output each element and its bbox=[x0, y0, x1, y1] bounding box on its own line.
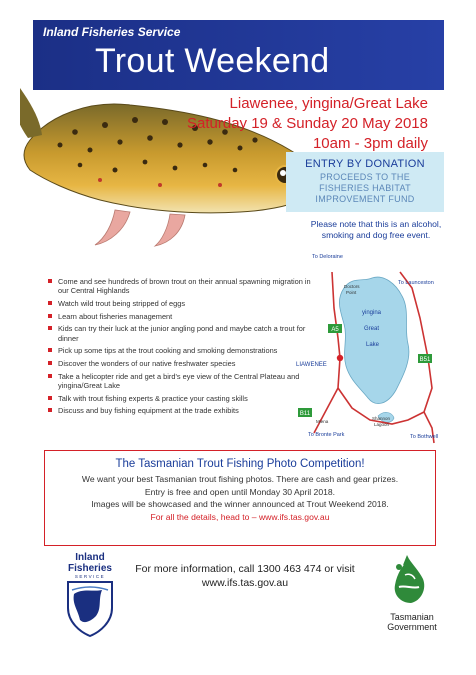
donation-box bbox=[286, 152, 444, 212]
map-label: yingina bbox=[362, 310, 382, 316]
list-item bbox=[48, 394, 318, 403]
list-item-text: Talk with trout fishing experts & practice your casting skills bbox=[58, 393, 248, 403]
map-label: Point bbox=[346, 290, 357, 295]
list-item-text: Come and see hundreds of brown trout on their annual spawning migration in our Central Highlands bbox=[58, 277, 311, 296]
website-link[interactable]: www.ifs.tas.gov.au bbox=[201, 577, 289, 589]
competition-line: Entry is free and open until Monday 30 April 2018. bbox=[144, 486, 336, 497]
donation-text bbox=[286, 172, 444, 205]
photo-competition-box bbox=[44, 450, 436, 546]
bullet-icon bbox=[48, 348, 52, 352]
list-item bbox=[48, 312, 318, 321]
map-label: LIAWENEE bbox=[296, 362, 327, 368]
page-title: Trout Weekend bbox=[95, 42, 330, 80]
list-item bbox=[48, 406, 318, 415]
list-item bbox=[48, 372, 318, 390]
inland-fisheries-logo bbox=[50, 550, 130, 640]
competition-title: The Tasmanian Trout Fishing Photo Competition! bbox=[115, 458, 365, 470]
event-details bbox=[187, 94, 428, 154]
bullet-icon bbox=[48, 326, 52, 330]
contact-line: For more information, call 1300 463 474 or visit bbox=[135, 563, 355, 575]
map-label: Shannon bbox=[372, 416, 391, 421]
list-item-text: Discover the wonders of our native freshwater species bbox=[58, 358, 236, 368]
bullet-icon bbox=[48, 279, 52, 283]
competition-link[interactable]: For all the details, head to – www.ifs.tas.gov.au bbox=[150, 511, 330, 522]
great-lake-shape bbox=[339, 277, 409, 403]
road-west bbox=[314, 272, 340, 433]
list-item-text: Watch wild trout being stripped of eggs bbox=[58, 298, 186, 308]
donation-line: FISHERIES HABITAT bbox=[319, 183, 411, 193]
list-item bbox=[48, 346, 318, 355]
gov-line: Tasmanian bbox=[390, 612, 434, 622]
event-notice bbox=[296, 219, 456, 241]
government-name bbox=[372, 612, 452, 632]
logo-text: Fisheries bbox=[68, 563, 112, 574]
list-item-text: Pick up some tips at the trout cooking and smoking demonstrations bbox=[58, 346, 278, 356]
list-item-text: Kids can try their luck at the junior angling pond and maybe catch a trout for dinner bbox=[58, 324, 306, 343]
list-item bbox=[48, 299, 318, 308]
location-map bbox=[292, 248, 448, 448]
map-label: Lagoon bbox=[374, 422, 390, 427]
map-label: To Bothwell bbox=[410, 434, 439, 440]
list-item bbox=[48, 359, 318, 368]
contact-info bbox=[130, 562, 360, 590]
road-label: B51 bbox=[419, 357, 431, 363]
competition-line: Images will be showcased and the winner announced at Trout Weekend 2018. bbox=[91, 499, 389, 509]
list-item bbox=[48, 324, 318, 342]
notice-line: smoking and dog free event. bbox=[321, 230, 431, 240]
bullet-icon bbox=[48, 361, 52, 365]
list-item-text: Learn about fisheries management bbox=[58, 311, 173, 321]
road-label: B11 bbox=[299, 411, 311, 417]
donation-line: IMPROVEMENT FUND bbox=[315, 194, 415, 204]
event-venue: Liawenee, yingina/Great Lake bbox=[229, 95, 428, 112]
list-item bbox=[48, 277, 318, 295]
bullet-icon bbox=[48, 396, 52, 400]
activities-list bbox=[48, 277, 318, 419]
org-name: Inland Fisheries Service bbox=[43, 25, 181, 39]
bullet-icon bbox=[48, 314, 52, 318]
bullet-icon bbox=[48, 301, 52, 305]
map-label: To Deloraine bbox=[312, 254, 343, 260]
map-label: Doctors bbox=[344, 284, 360, 289]
donation-heading: ENTRY BY DONATION bbox=[305, 158, 425, 170]
logo-text: Inland bbox=[75, 552, 105, 563]
list-item-text: Take a helicopter ride and get a bird's eye view of the Central Plateau and yingina/Great Lake bbox=[58, 371, 300, 390]
competition-line: We want your best Tasmanian trout fishing photos. There are cash and gear prizes. bbox=[81, 474, 399, 484]
notice-line: Please note that this is an alcohol, bbox=[310, 219, 442, 229]
event-times: 10am - 3pm daily bbox=[312, 135, 428, 152]
donation-line: PROCEEDS TO THE bbox=[319, 172, 411, 182]
list-item-text: Discuss and buy fishing equipment at the trade exhibits bbox=[58, 406, 239, 416]
bullet-icon bbox=[48, 374, 52, 378]
map-label: Miena bbox=[316, 419, 329, 424]
event-dates: Saturday 19 & Sunday 20 May 2018 bbox=[187, 115, 428, 132]
tasmanian-government-logo bbox=[375, 545, 445, 615]
map-label: To Launceston bbox=[398, 280, 434, 286]
gov-line: Government bbox=[387, 622, 437, 632]
bullet-icon bbox=[48, 408, 52, 412]
map-label: Great bbox=[364, 326, 380, 332]
map-label: Lake bbox=[366, 342, 380, 348]
logo-text: SERVICE bbox=[74, 574, 106, 579]
map-label: To Bronte Park bbox=[308, 432, 345, 438]
liawenee-marker bbox=[337, 355, 343, 361]
road-label: A5 bbox=[331, 327, 339, 333]
